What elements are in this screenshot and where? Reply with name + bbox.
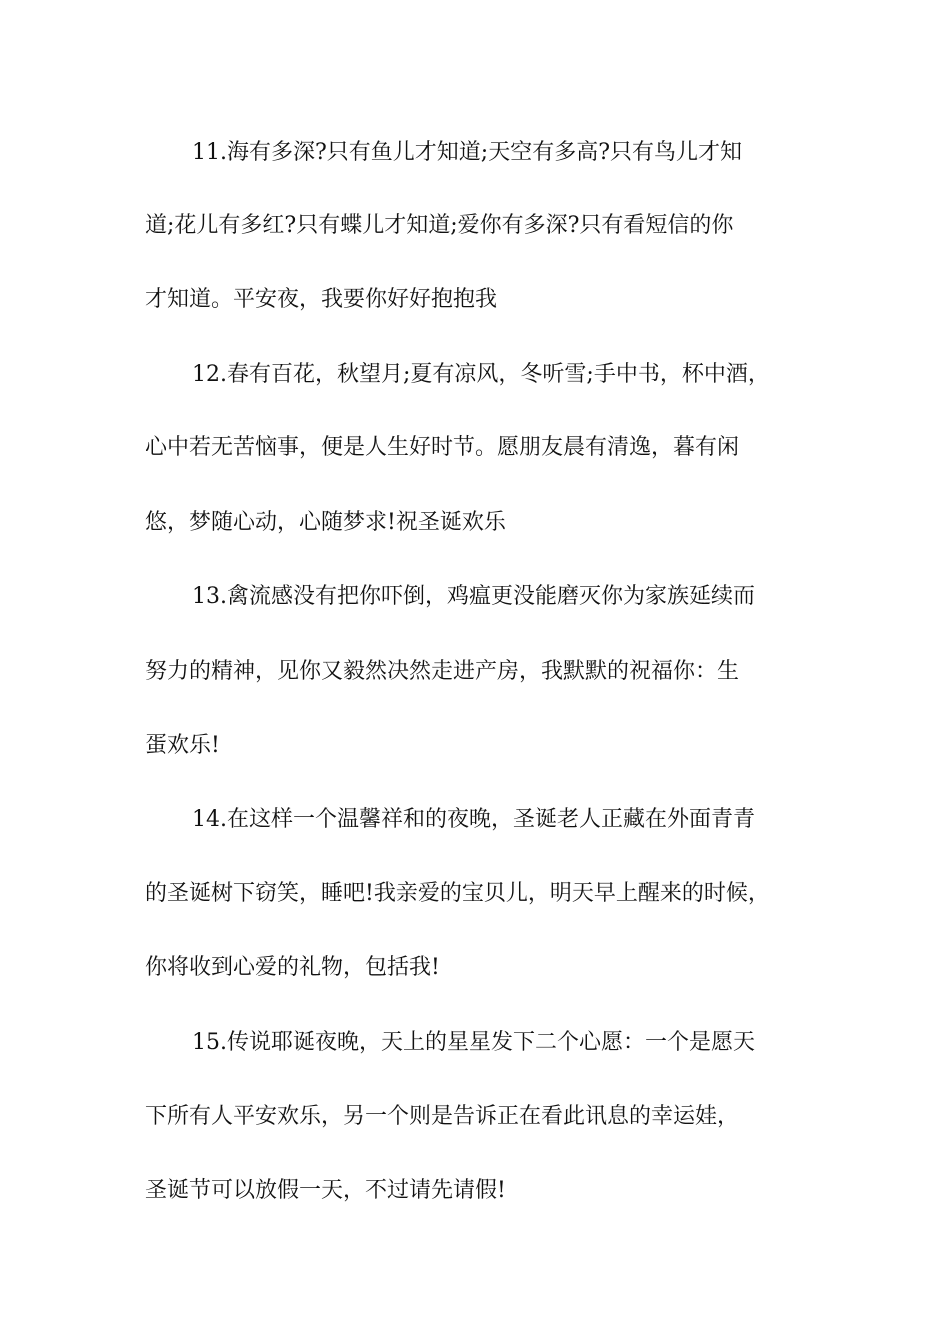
paragraph-line: 14.在这样一个温馨祥和的夜晚，圣诞老人正藏在外面青青 xyxy=(192,807,755,832)
paragraph-line: 15.传说耶诞夜晚，天上的星星发下二个心愿：一个是愿天 xyxy=(192,1030,755,1055)
paragraph-line: 圣诞节可以放假一天，不过请先请假! xyxy=(145,1178,506,1203)
paragraph-line: 13.禽流感没有把你吓倒，鸡瘟更没能磨灭你为家族延续而 xyxy=(192,584,755,609)
paragraph-line: 11.海有多深?只有鱼儿才知道;天空有多高?只有鸟儿才知 xyxy=(192,140,742,165)
paragraph-line: 下所有人平安欢乐，另一个则是告诉正在看此讯息的幸运娃， xyxy=(145,1104,740,1129)
paragraph-line: 的圣诞树下窃笑，睡吧!我亲爱的宝贝儿，明天早上醒来的时候， xyxy=(145,881,770,906)
paragraph-line: 悠，梦随心动，心随梦求!祝圣诞欢乐 xyxy=(145,510,506,535)
paragraph-line: 道;花儿有多红?只有蝶儿才知道;爱你有多深?只有看短信的你 xyxy=(145,213,734,238)
paragraph-line: 12.春有百花，秋望月;夏有凉风，冬听雪;手中书，杯中酒， xyxy=(192,362,770,387)
paragraph-line: 心中若无苦恼事，便是人生好时节。愿朋友晨有清逸，暮有闲 xyxy=(145,435,740,460)
paragraph-line: 你将收到心爱的礼物，包括我! xyxy=(145,955,440,980)
paragraph-line: 才知道。平安夜，我要你好好抱抱我 xyxy=(145,287,498,312)
paragraph-line: 努力的精神，见你又毅然决然走进产房，我默默的祝福你：生 xyxy=(145,659,740,684)
paragraph-line: 蛋欢乐! xyxy=(145,733,220,758)
